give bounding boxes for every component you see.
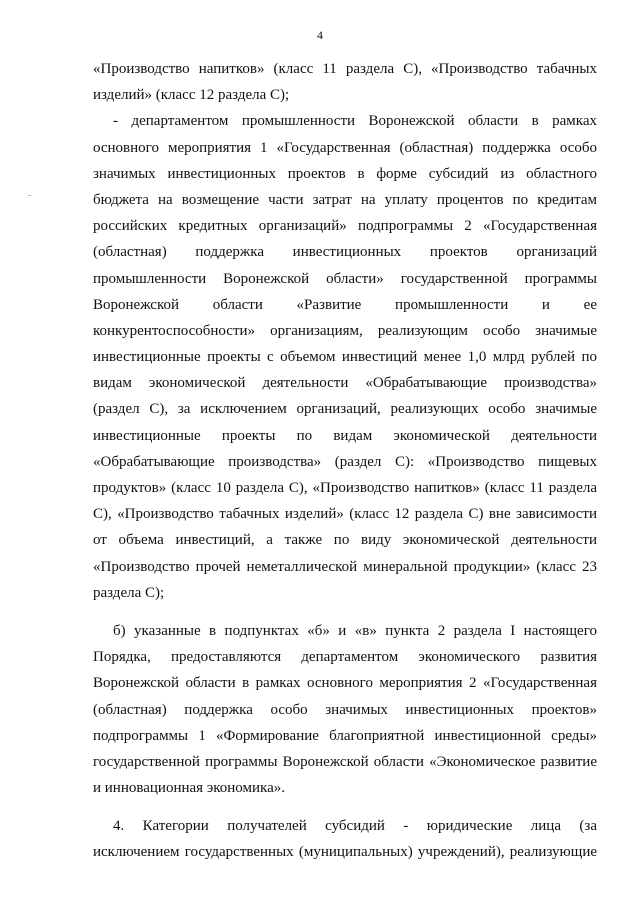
text-line: (областная) поддержка инвестиционных проектов организаций	[93, 244, 597, 261]
paragraph-gap	[93, 606, 597, 618]
text-line: (раздел С), за исключением организаций, реализующих особо значимые	[93, 401, 597, 418]
text-line: российских кредитных организаций» подпрограммы 2 «Государственная	[93, 218, 597, 235]
text-line: и инновационная экономика».	[93, 780, 286, 797]
text-line: инвестиционные проекты по видам экономической деятельности	[93, 427, 597, 444]
text-line: раздела С);	[93, 584, 165, 601]
text-line: - департаментом промышленности Воронежской области в рамках	[113, 113, 597, 130]
text-line: подпрограммы 1 «Формирование благоприятной инвестиционной среды»	[93, 727, 597, 744]
text-line: б) указанные в подпунктах «б» и «в» пункта 2 раздела I настоящего	[113, 622, 597, 639]
text-line: Воронежской области «Развитие промышленности и ее	[93, 296, 597, 313]
text-line: (областная) поддержка особо значимых инвестиционных проектов»	[93, 701, 597, 718]
text-line: «Обрабатывающие производства» (раздел С): «Производство пищевых	[93, 453, 597, 470]
text-line: изделий» (класс 12 раздела С);	[93, 87, 290, 104]
page-number: 4	[317, 28, 323, 42]
text-line: продуктов» (класс 10 раздела С), «Производство напитков» (класс 11 раздела	[93, 480, 597, 496]
text-line: Порядка, предоставляются департаментом экономического развития	[93, 649, 597, 666]
text-line: основного мероприятия 1 «Государственная (областная) поддержка особо	[93, 139, 597, 156]
text-line: 4. Категории получателей субсидий - юридические лица (за	[113, 818, 597, 835]
margin-mark	[28, 195, 31, 196]
text-line: инвестиционные проекты с объемом инвестиций менее 1,0 млрд рублей по	[93, 349, 597, 366]
text-line: от объема инвестиций, а также по виду экономической деятельности	[93, 532, 597, 549]
text-line: «Производство прочей неметаллической минеральной продукции» (класс 23	[93, 558, 597, 575]
text-line: С), «Производство табачных изделий» (класс 12 раздела С) вне зависимости	[93, 506, 597, 523]
text-line: государственной программы Воронежской области «Экономическое развитие	[93, 753, 597, 770]
text-line: видам экономической деятельности «Обрабатывающие производства»	[93, 375, 597, 392]
text-line: конкурентоспособности» организациям, реализующим особо значимые	[93, 322, 597, 339]
paragraph-gap	[93, 801, 597, 813]
text-line: Воронежской области в рамках основного мероприятия 2 «Государственная	[93, 675, 597, 692]
text-line: значимых инвестиционных проектов в форме субсидий из областного	[93, 165, 597, 182]
text-line: «Производство напитков» (класс 11 раздела С), «Производство табачных	[93, 61, 597, 77]
text-line: исключением государственных (муниципальных) учреждений), реализующие	[93, 844, 597, 861]
document-body	[93, 56, 597, 866]
text-line: промышленности Воронежской области» государственной программы	[93, 270, 597, 287]
text-line: бюджета на возмещение части затрат на уплату процентов по кредитам	[93, 191, 597, 208]
